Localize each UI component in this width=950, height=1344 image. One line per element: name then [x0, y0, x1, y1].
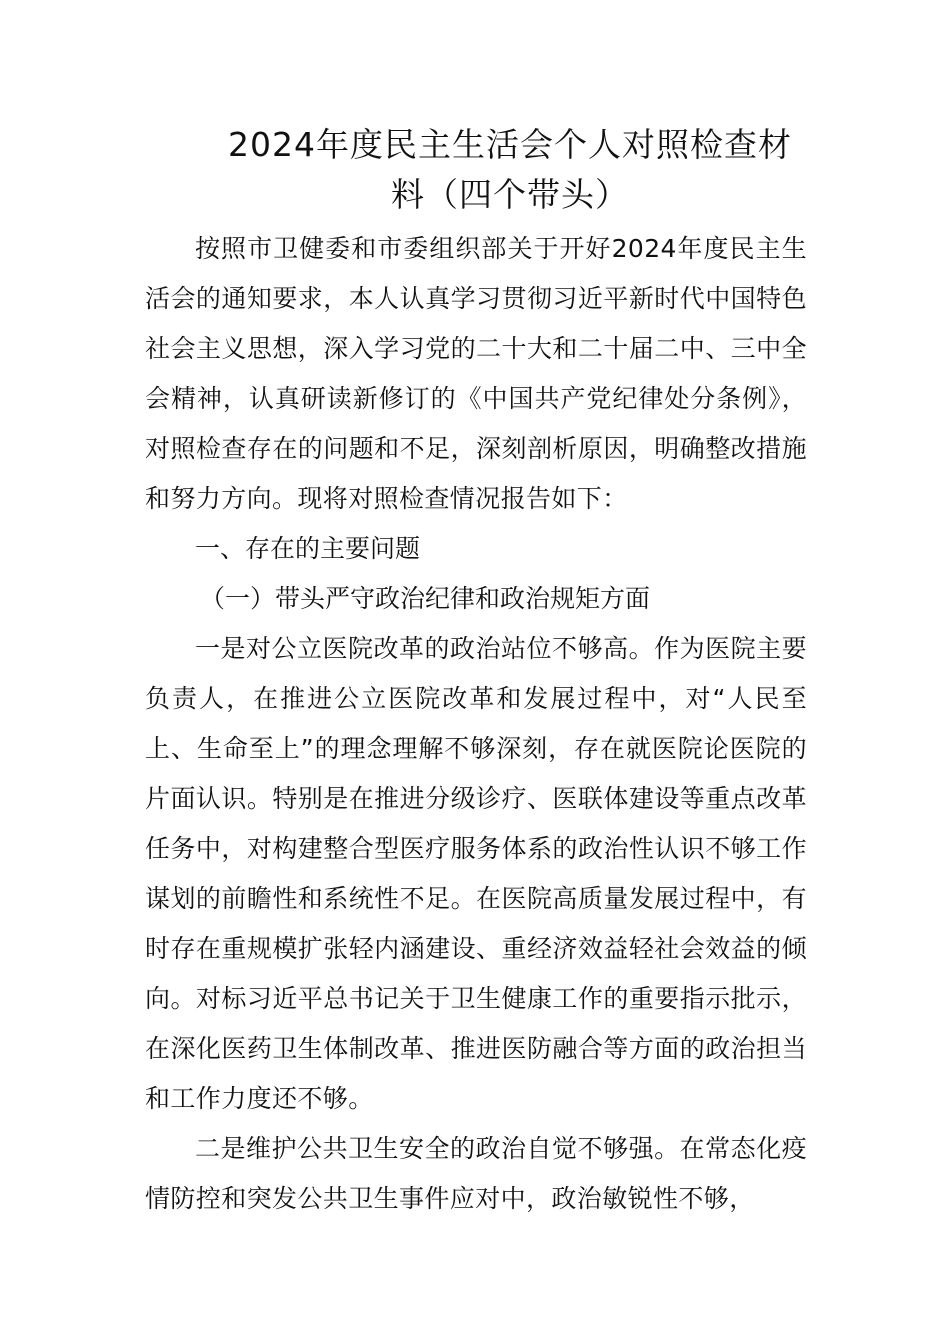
paragraph-point-one: 一是对公立医院改革的政治站位不够高。作为医院主要负责人，在推进公立医院改革和发展过程中，对“人民至上、生命至上”的理念理解不够深刻，存在就医院论医院的片面认识。特别是在推进分级诊疗、医联体建设等重点改革任务中，对构建整合型医疗服务体系的政治性认识不够工作谋划的前瞻性和系统性不足。在医院高质量发展过程中，有时存在重规模扩张轻内涵建设、重经济效益轻社会效益的倾向。对标习近平总书记关于卫生健康工作的重要指示批示，在深化医药卫生体制改革、推进医防融合等方面的政治担当和工作力度还不够。: [145, 634, 807, 1113]
subsection-heading-1: （一）带头严守政治纪律和政治规矩方面: [200, 584, 651, 613]
title-line-1: 2024年度民主生活会个人对照检查材: [228, 125, 792, 164]
section-heading-1: 一、存在的主要问题: [195, 534, 421, 563]
intro-paragraph: 按照市卫健委和市委组织部关于开好2024年度民主生活会的通知要求，本人认真学习贯彻习近平新时代中国特色社会主义思想，深入学习党的二十大和二十届二中、三中全会精神，认真研读新修订的《中国共产党纪律处分条例》，对照检查存在的问题和不足，深刻剖析原因，明确整改措施和努力方向。现将对照检查情况报告如下：: [145, 234, 807, 513]
title-line-2: 料（四个带头）: [391, 175, 629, 214]
paragraph-point-two: 二是维护公共卫生安全的政治自觉不够强。在常态化疫情防控和突发公共卫生事件应对中，政治敏锐性不够，: [145, 1134, 807, 1213]
document-title: [170, 120, 850, 220]
document-body: [145, 224, 807, 1224]
